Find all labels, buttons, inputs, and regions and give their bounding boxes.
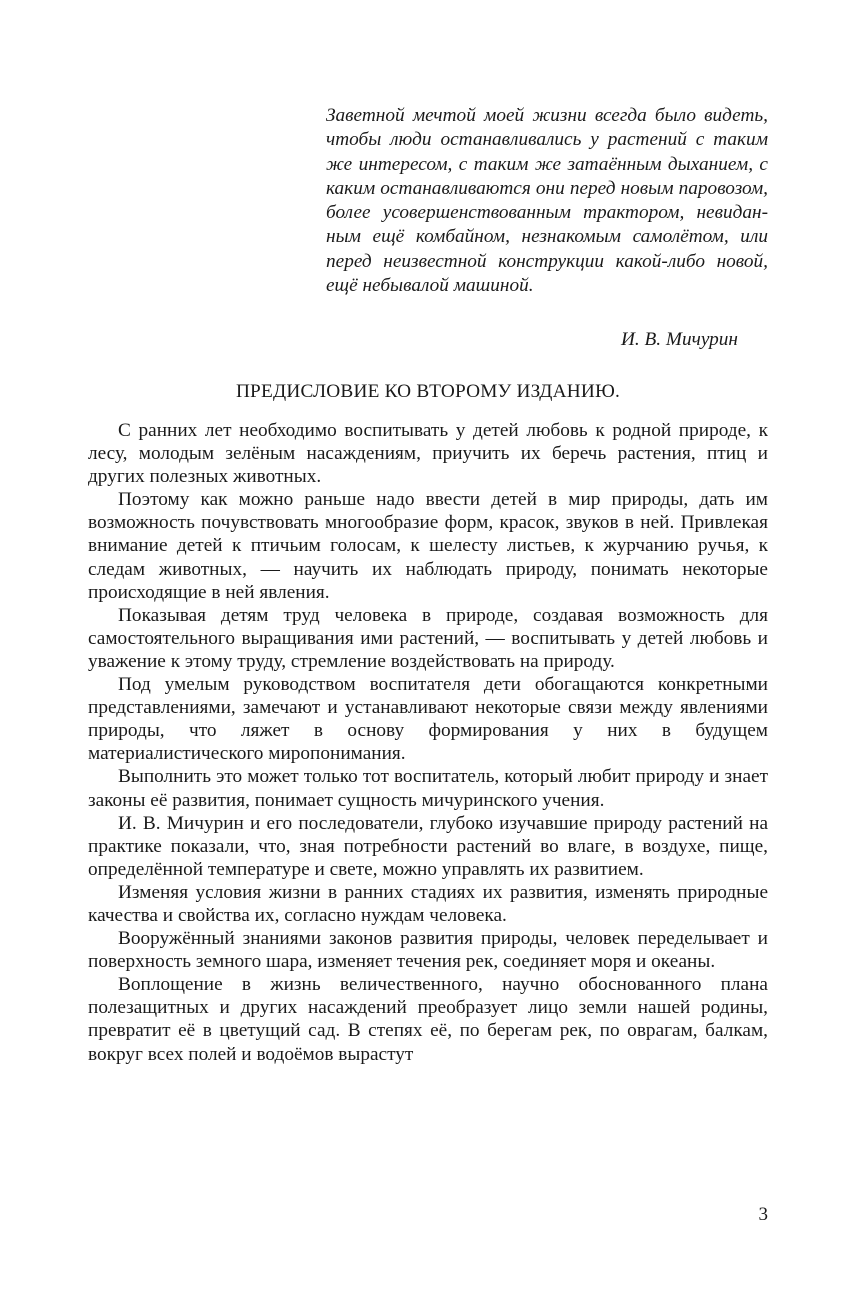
paragraph: И. В. Мичурин и его последователи, глубоко изучавшие природу растений на практике показали, что, зная потребности растений во влаге, в воздухе, пище, определённой температуре и свете, можно управлять их развитием. xyxy=(88,812,768,880)
paragraph: Поэтому как можно раньше надо ввести детей в мир природы, дать им возможность почувствовать многообразие форм, красок, звуков в ней. Привлекая внимание детей к птичьим голосам, к шелесту листьев, к журчанию ручья, к следам животных, — научить их наблюдать природу, понимать некоторые происходящие в ней явления. xyxy=(88,489,768,603)
paragraph: Изменяя условия жизни в ранних стадиях их развития, изменять природные качества и свойства их, согласно нуждам человека. xyxy=(88,881,768,926)
body-text xyxy=(88,419,768,1066)
paragraph: Выполнить это может только тот воспитатель, который любит природу и знает законы её развития, понимает сущность мичуринского учения. xyxy=(88,766,768,811)
section-heading: ПРЕДИСЛОВИЕ КО ВТОРОМУ ИЗДАНИЮ. xyxy=(235,381,621,402)
epigraph xyxy=(326,104,768,298)
paragraph: Под умелым руководством воспитателя дети обогащаются конкретными представлениями, замечают и устанавливают некоторые связи между явлениями природы, что ляжет в основу формирования у них в будущем материалистического миропонимания. xyxy=(88,674,768,765)
page-number: 3 xyxy=(758,1204,768,1225)
paragraph: С ранних лет необходимо воспитывать у детей любовь к родной природе, к лесу, молодым зелёным насаждениям, приучить их беречь растения, птиц и других полезных животных. xyxy=(88,420,768,488)
paragraph: Показывая детям труд человека в природе, создавая возможность для самостоятельного выращивания ими растений, — воспитывать у детей любовь и уважение к этому труду, стремление воздействовать на природу. xyxy=(88,604,768,672)
paragraph: Вооружённый знаниями законов развития природы, человек переделывает и поверхность земного шара, изменяет течения рек, соединяет моря и океаны. xyxy=(88,928,768,973)
epigraph-text: Заветной мечтой моей жизни всегда было видеть, чтобы люди останавливались у растений с таким же интересом, с таким же затаённым дыханием, с каким останавливаются они перед новым паровозом, более усовершенствованным трактором, невиданным ещё комбайном, незнакомым самолётом, или перед неизвестной конструкции какой-либо новой, ещё небывалой машиной. xyxy=(326,105,768,297)
epigraph-author: И. В. Мичурин xyxy=(620,329,738,350)
paragraph: Воплощение в жизнь величественного, научно обоснованного плана полезащитных и других насаждений преобразует лицо земли нашей родины, превратит её в цветущий сад. В степях её, по берегам рек, по оврагам, балкам, вокруг всех полей и водоёмов вырастут xyxy=(88,974,768,1065)
